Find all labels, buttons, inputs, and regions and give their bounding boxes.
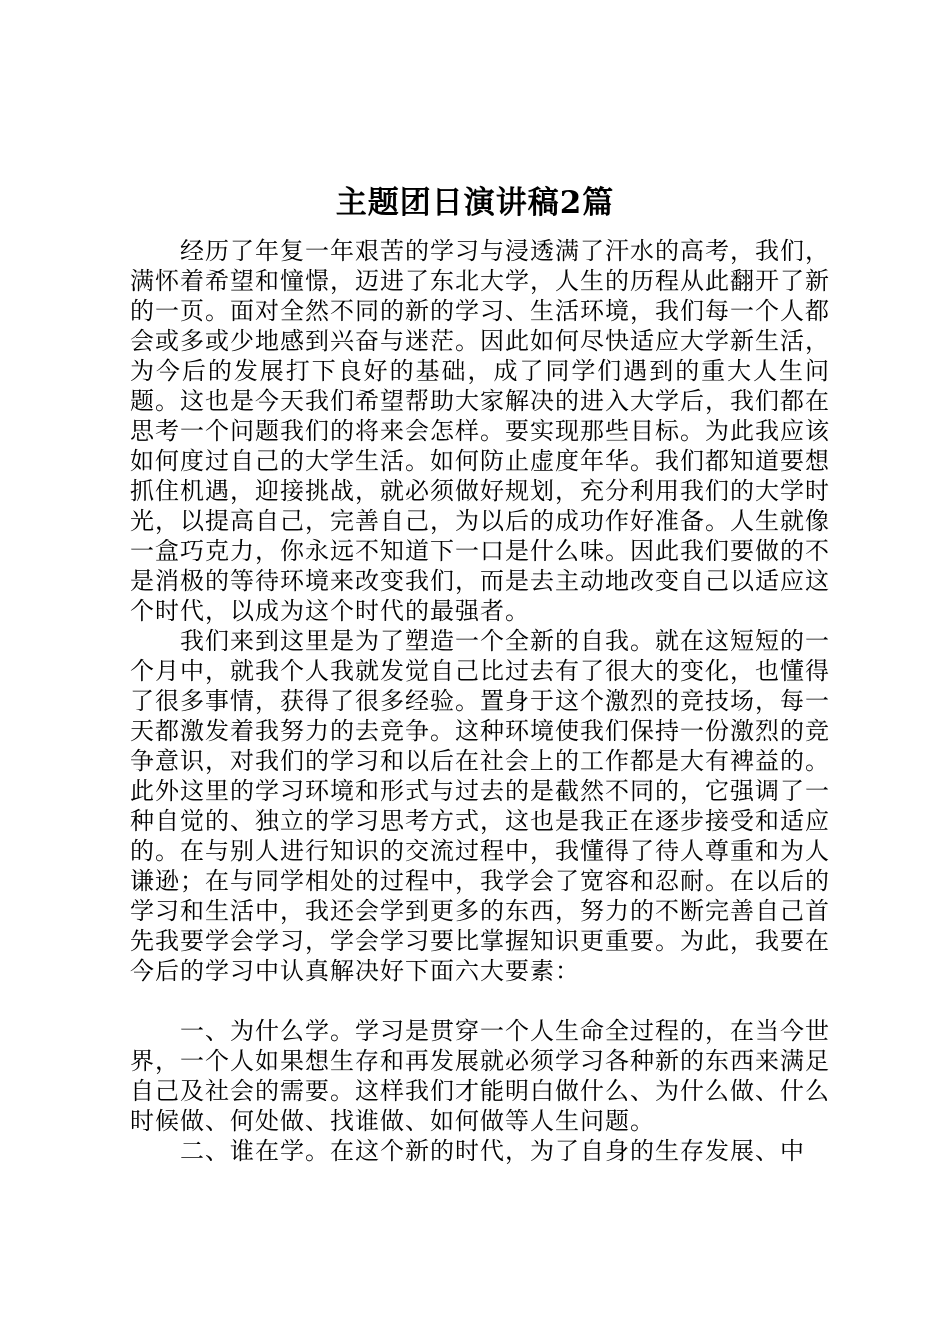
paragraph-4: 二、谁在学。在这个新的时代，为了自身的生存发展、中 xyxy=(180,1137,805,1165)
paragraph-2: 我们来到这里是为了塑造一个全新的自我。就在这短短的一个月中，就我个人我就发觉自己比过去有了很大的变化，也懂得了很多事情，获得了很多经验。置身于这个激烈的竞技场，每一天都激发着我努力的去竞争。这种环境使我们保持一份激烈的竞争意识，对我们的学习和以后在社会上的工作都是大有裨益的。此外这里的学习环境和形式与过去的是截然不同的，它强调了一种自觉的、独立的学习思考方式，这也是我正在逐步接受和适应的。在与别人进行知识的交流过程中，我懂得了待人尊重和为人谦逊；在与同学相处的过程中，我学会了宽容和忍耐。在以后的学习和生活中，我还会学到更多的东西，努力的不断完善自己首先我要学会学习，学会学习要比掌握知识更重要。为此，我要在今后的学习中认真解决好下面六大要素： xyxy=(130,627,830,985)
blank-line xyxy=(130,986,830,1016)
document-body xyxy=(130,236,830,1166)
document-title: 主题团日演讲稿2篇 xyxy=(335,185,615,221)
paragraph-1: 经历了年复一年艰苦的学习与浸透满了汗水的高考，我们，满怀着希望和憧憬，迈进了东北大学，人生的历程从此翻开了新的一页。面对全然不同的新的学习、生活环境，我们每一个人都会或多或少地感到兴奋与迷茫。因此如何尽快适应大学新生活，为今后的发展打下良好的基础，成了同学们遇到的重大人生问题。这也是今天我们希望帮助大家解决的进入大学后，我们都在思考一个问题我们的将来会怎样。要实现那些目标。为此我应该如何度过自己的大学生活。如何防止虚度年华。我们都知道要想抓住机遇，迎接挑战，就必须做好规划，充分利用我们的大学时光，以提高自己，完善自己，为以后的成功作好准备。人生就像一盒巧克力，你永远不知道下一口是什么味。因此我们要做的不是消极的等待环境来改变我们，而是去主动地改变自己以适应这个时代，以成为这个时代的最强者。 xyxy=(130,237,830,625)
paragraph-3: 一、为什么学。学习是贯穿一个人生命全过程的，在当今世界，一个人如果想生存和再发展就必须学习各种新的东西来满足自己及社会的需要。这样我们才能明白做什么、为什么做、什么时候做、何处做、找谁做、如何做等人生问题。 xyxy=(130,1017,830,1135)
